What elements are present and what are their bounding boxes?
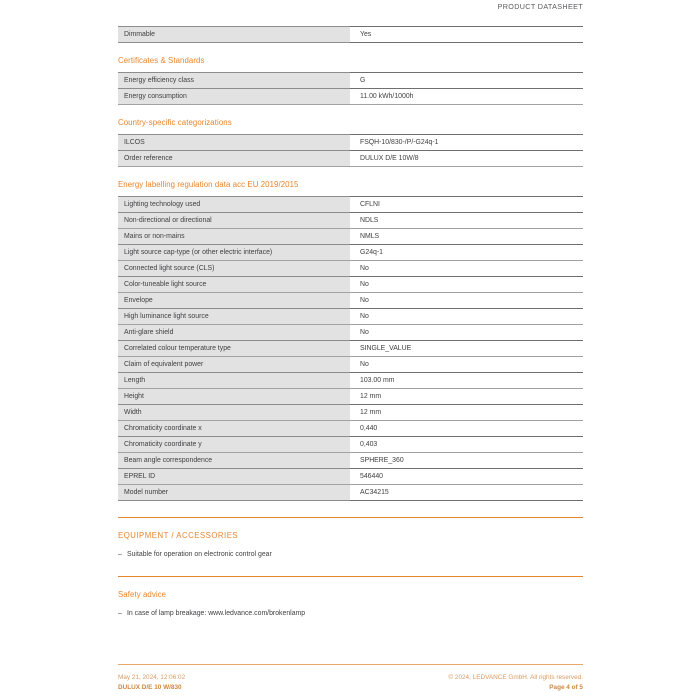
spec-value: 12 mm: [350, 389, 583, 405]
certificates-table-body: [118, 73, 583, 105]
spec-label: Envelope: [118, 293, 350, 309]
spec-label: EPREL ID: [118, 469, 350, 485]
spec-value: No: [350, 309, 583, 325]
energy-labelling-spec-table: [118, 196, 583, 501]
spec-label: Color-tuneable light source: [118, 277, 350, 293]
list-item: [118, 609, 583, 619]
spec-label: Dimmable: [118, 27, 350, 43]
spec-value: 0,440: [350, 421, 583, 437]
section-heading-safety: Safety advice: [118, 590, 167, 599]
footer-left-block: [118, 673, 185, 692]
bullet-dash: –: [118, 610, 122, 617]
top-spec-table-body: [118, 27, 583, 43]
spec-label: Connected light source (CLS): [118, 261, 350, 277]
spec-label: High luminance light source: [118, 309, 350, 325]
table-row: [118, 261, 583, 277]
footer-divider: [118, 664, 583, 665]
table-row: [118, 89, 583, 105]
spec-label: Order reference: [118, 151, 350, 167]
spec-label: Height: [118, 389, 350, 405]
spec-value: NMLS: [350, 229, 583, 245]
footer-columns: [118, 673, 583, 692]
spec-value: No: [350, 325, 583, 341]
spec-value: FSQH-10/830-/P/-G24q-1: [350, 135, 583, 151]
spec-value: No: [350, 277, 583, 293]
country-table-body: [118, 135, 583, 167]
spec-label: Length: [118, 373, 350, 389]
table-row: [118, 469, 583, 485]
spec-value: 12 mm: [350, 405, 583, 421]
table-row: [118, 389, 583, 405]
spec-value: CFLNI: [350, 197, 583, 213]
spec-label: Light source cap-type (or other electric interface): [118, 245, 350, 261]
page-footer: [118, 664, 583, 692]
table-row: [118, 27, 583, 43]
spec-value: 11.00 kWh/1000h: [350, 89, 583, 105]
footer-right-block: [448, 673, 583, 692]
spec-value: No: [350, 293, 583, 309]
energy-labelling-table-body: [118, 197, 583, 501]
spec-value: AC34215: [350, 485, 583, 501]
page-content: [118, 0, 583, 619]
spec-value: SPHERE_360: [350, 453, 583, 469]
table-row: [118, 421, 583, 437]
spec-label: Non-directional or directional: [118, 213, 350, 229]
spec-label: Width: [118, 405, 350, 421]
spec-label: Anti-glare shield: [118, 325, 350, 341]
spec-label: Beam angle correspondence: [118, 453, 350, 469]
spec-value: SINGLE_VALUE: [350, 341, 583, 357]
spec-label: Chromaticity coordinate x: [118, 421, 350, 437]
spec-value: 103.00 mm: [350, 373, 583, 389]
table-row: [118, 73, 583, 89]
spec-value: G24q-1: [350, 245, 583, 261]
section-heading-country-specific: Country-specific categorizations: [118, 118, 232, 127]
bullet-dash: –: [118, 551, 122, 558]
spec-label: Claim of equivalent power: [118, 357, 350, 373]
spec-value: DULUX D/E 10W/8: [350, 151, 583, 167]
spec-value: 546440: [350, 469, 583, 485]
table-row: [118, 135, 583, 151]
section-heading-certificates: Certificates & Standards: [118, 56, 205, 65]
table-row: [118, 437, 583, 453]
table-row: [118, 405, 583, 421]
spec-label: Energy efficiency class: [118, 73, 350, 89]
spec-label: Energy consumption: [118, 89, 350, 105]
spec-label: Correlated colour temperature type: [118, 341, 350, 357]
list-item: [118, 550, 583, 560]
certificates-spec-table: [118, 72, 583, 105]
spec-value: No: [350, 261, 583, 277]
spec-value: Yes: [350, 27, 583, 43]
footer-copyright: © 2024, LEDVANCE GmbH. All rights reserved.: [448, 674, 583, 681]
divider-safety: [118, 576, 583, 577]
table-row: [118, 373, 583, 389]
table-row: [118, 341, 583, 357]
spec-value: NDLS: [350, 213, 583, 229]
table-row: [118, 277, 583, 293]
spec-value: G: [350, 73, 583, 89]
section-heading-equipment: EQUIPMENT / ACCESSORIES: [118, 531, 239, 540]
table-row: [118, 229, 583, 245]
spec-label: Mains or non-mains: [118, 229, 350, 245]
list-item-label: Suitable for operation on electronic control gear: [127, 551, 272, 558]
list-item-label: In case of lamp breakage: www.ledvance.com/brokenlamp: [127, 610, 306, 617]
spec-value: 0,403: [350, 437, 583, 453]
spec-label: Lighting technology used: [118, 197, 350, 213]
table-row: [118, 453, 583, 469]
table-row: [118, 309, 583, 325]
table-row: [118, 293, 583, 309]
section-heading-energy-labelling: Energy labelling regulation data acc EU 2019/2015: [118, 180, 299, 189]
table-row: [118, 213, 583, 229]
table-row: [118, 151, 583, 167]
footer-page-number: Page 4 of 5: [549, 683, 583, 691]
document-header-title: PRODUCT DATASHEET: [497, 2, 583, 11]
spec-label: Model number: [118, 485, 350, 501]
table-row: [118, 325, 583, 341]
divider-equipment: [118, 517, 583, 518]
spec-label: ILCOS: [118, 135, 350, 151]
table-row: [118, 245, 583, 261]
footer-timestamp: May 21, 2024, 12:06:02: [118, 674, 186, 681]
spec-label: Chromaticity coordinate y: [118, 437, 350, 453]
top-spec-table: [118, 26, 583, 43]
table-row: [118, 357, 583, 373]
country-spec-table: [118, 134, 583, 167]
table-row: [118, 197, 583, 213]
footer-product-name: DULUX D/E 10 W/830: [118, 683, 182, 691]
table-row: [118, 485, 583, 501]
spec-value: No: [350, 357, 583, 373]
